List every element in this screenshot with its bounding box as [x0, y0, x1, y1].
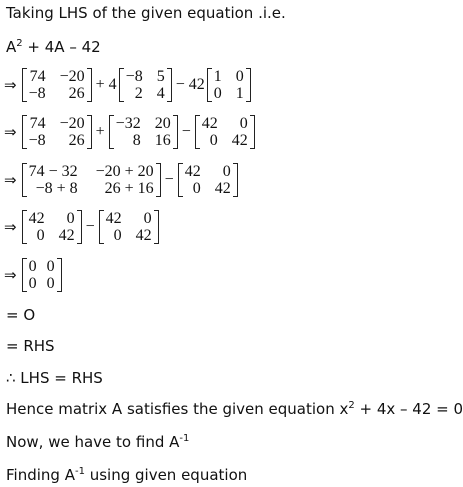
- matrix-result-right: [99, 210, 159, 244]
- matrix-cell: 42: [231, 132, 248, 149]
- matrix-cell: −20: [59, 68, 85, 85]
- implies-arrow: ⇒: [4, 266, 17, 284]
- expression-text: $A^2 + 4A - 42$: [6, 38, 101, 56]
- matrix-cell: 0: [46, 258, 55, 275]
- implies-arrow: ⇒: [4, 123, 17, 141]
- matrix-cell: 42: [105, 210, 122, 227]
- matrix-cell: −8: [28, 85, 46, 102]
- implies-arrow: ⇒: [4, 171, 17, 189]
- matrix-step-3: [4, 163, 238, 197]
- matrix-step-2: [4, 115, 255, 149]
- matrix-cell: 0: [143, 210, 152, 227]
- identity-matrix: [207, 68, 251, 102]
- intro-text: Taking LHS of the given equation .i.e.: [6, 4, 286, 22]
- matrix-cell: 2: [134, 85, 143, 102]
- matrix-cell: 0: [46, 275, 55, 292]
- matrix-cell: 0: [222, 163, 231, 180]
- matrix-cell: −8 + 8: [35, 180, 78, 197]
- matrix-cell: 42: [201, 115, 218, 132]
- matrix-cell: −20 + 20: [95, 163, 154, 180]
- matrix-cell: 74: [29, 68, 46, 85]
- matrix-cell: 42: [214, 180, 231, 197]
- scalar-fortytwo: 42: [188, 76, 205, 93]
- matrix-step-1: [4, 68, 251, 102]
- minus-sign: −: [85, 218, 95, 235]
- matrix-cell: 0: [239, 115, 248, 132]
- now-text: Now, we have to find $A^{-1}$: [6, 433, 190, 451]
- matrix-cell: −32: [115, 115, 141, 132]
- equals-zero-text: = O: [6, 306, 36, 324]
- matrix-cell: 0: [36, 227, 45, 244]
- minus-sign: −: [164, 171, 174, 188]
- matrix-a-squared: [22, 68, 92, 102]
- matrix-fortytwo-i: [178, 163, 238, 197]
- equals-rhs-text: = RHS: [6, 337, 55, 355]
- matrix-cell: 0: [28, 258, 37, 275]
- minus-sign: −: [175, 76, 185, 93]
- matrix-step-4: [4, 210, 159, 244]
- matrix-cell: 16: [154, 132, 171, 149]
- matrix-cell: −8: [28, 132, 46, 149]
- matrix-step-5: [4, 258, 62, 292]
- finding-text: Finding $A^{-1}$ using given equation: [6, 466, 248, 484]
- therefore-text: ∴ LHS = RHS: [6, 369, 103, 387]
- plus-sign: +: [95, 123, 105, 140]
- matrix-cell: 0: [209, 132, 218, 149]
- matrix-cell: 74: [29, 115, 46, 132]
- plus-sign: +: [95, 76, 105, 93]
- zero-matrix: [22, 258, 62, 292]
- matrix-cell: 1: [213, 68, 222, 85]
- matrix-cell: 74 − 32: [28, 163, 78, 180]
- matrix-cell: 5: [156, 68, 165, 85]
- matrix-cell: −20: [59, 115, 85, 132]
- matrix-cell: 0: [113, 227, 122, 244]
- scalar-four: 4: [108, 76, 117, 93]
- matrix-cell: 0: [192, 180, 201, 197]
- matrix-fortytwo-i: [195, 115, 255, 149]
- matrix-cell: 42: [58, 227, 75, 244]
- matrix-a-squared: [22, 115, 92, 149]
- matrix-cell: 26 + 16: [104, 180, 154, 197]
- matrix-cell: 0: [213, 85, 222, 102]
- implies-arrow: ⇒: [4, 218, 17, 236]
- matrix-cell: 4: [156, 85, 165, 102]
- matrix-cell: 42: [135, 227, 152, 244]
- hence-text: Hence matrix A satisfies the given equation $x^2 + 4x - 42 = 0$: [6, 400, 463, 418]
- matrix-cell: 0: [28, 275, 37, 292]
- minus-sign: −: [181, 123, 191, 140]
- implies-arrow: ⇒: [4, 76, 17, 94]
- matrix-sum: [22, 163, 161, 197]
- matrix-cell: 0: [66, 210, 75, 227]
- matrix-cell: 1: [235, 85, 244, 102]
- matrix-cell: 42: [184, 163, 201, 180]
- matrix-cell: 26: [68, 85, 85, 102]
- matrix-cell: 26: [68, 132, 85, 149]
- matrix-result-left: [22, 210, 82, 244]
- matrix-a: [119, 68, 172, 102]
- matrix-cell: 42: [28, 210, 45, 227]
- matrix-cell: −8: [125, 68, 143, 85]
- matrix-cell: 8: [132, 132, 141, 149]
- matrix-cell: 20: [154, 115, 171, 132]
- matrix-four-a: [109, 115, 178, 149]
- matrix-cell: 0: [235, 68, 244, 85]
